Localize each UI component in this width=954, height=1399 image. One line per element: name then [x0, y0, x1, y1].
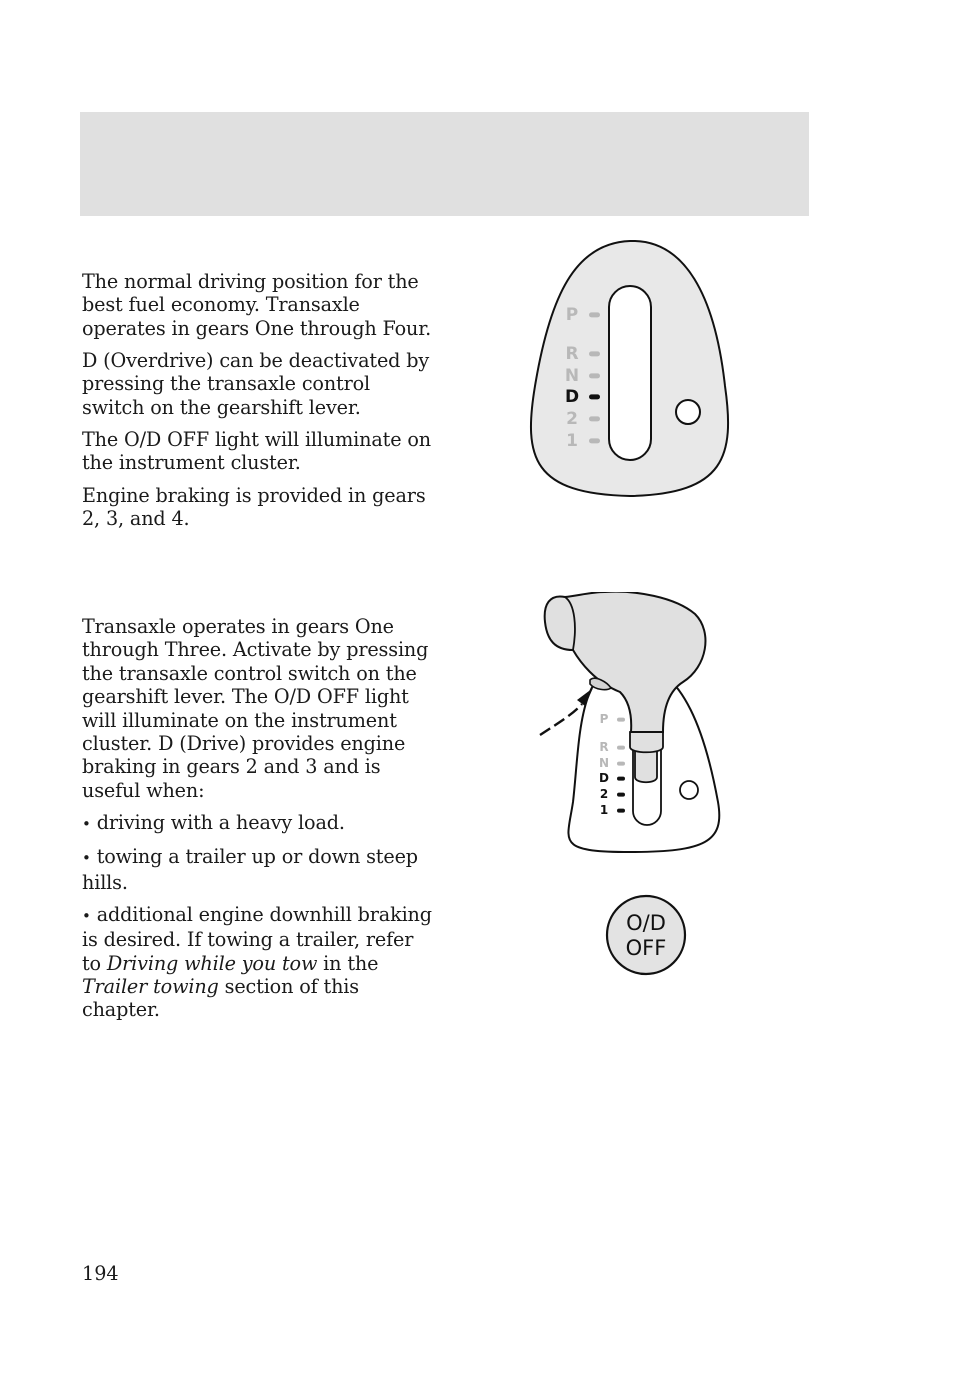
bullet-text-1: driving with a heavy load. — [96, 811, 345, 835]
fig2-gear-label-p: P — [599, 712, 609, 726]
fig1-gear-label-r: R — [565, 344, 579, 364]
italic-ref-trailer-towing: Trailer towing — [82, 975, 219, 999]
off-label: OFF — [625, 936, 667, 960]
bullet-text-3a: additional engine downhill braking is desired. If towing a trailer, refer to — [82, 902, 432, 975]
bullet-dot: • — [82, 815, 91, 834]
fig2-gear-tick-d — [617, 777, 625, 781]
fig1-gear-tick-d — [589, 394, 600, 399]
od-off-button — [607, 896, 685, 974]
bullet-item-2 — [82, 845, 437, 894]
fig2-gear-label-d: D — [599, 771, 609, 785]
section1-paragraph-3: The O/D OFF light will illuminate on the instrument cluster. — [82, 428, 431, 475]
gear-selector-plate-figure — [525, 236, 735, 502]
bullet-text-3c: section of this chapter. — [82, 975, 359, 1022]
section1-paragraph-2: D (Overdrive) can be deactivated by pressing the transaxle control switch on the gearshift lever. — [82, 349, 430, 419]
od-indicator-circle-small — [680, 781, 698, 799]
bullet-dot: • — [82, 849, 91, 868]
fig2-gear-label-2: 2 — [599, 787, 609, 801]
fig1-gear-tick-n — [589, 373, 600, 378]
fig2-gear-tick-2 — [617, 793, 625, 797]
fig1-gear-label-p: P — [565, 305, 579, 325]
fig2-gear-tick-1 — [617, 809, 625, 813]
fig1-gear-tick-1 — [589, 438, 600, 443]
arrow-shaft — [540, 704, 582, 735]
bullet-text-2: towing a trailer up or down steep hills. — [82, 845, 418, 894]
section1-paragraph-1: The normal driving position for the best fuel economy. Transaxle operates in gears One through Four. — [82, 270, 432, 340]
fig1-gear-label-1: 1 — [566, 431, 578, 451]
bullet-item-3 — [82, 903, 437, 1022]
bullet-dot: • — [82, 906, 91, 925]
page-number: 194 — [82, 1262, 119, 1285]
fig1-gear-tick-r — [589, 351, 600, 356]
fig2-gear-tick-p — [617, 718, 625, 722]
fig2-gear-tick-r — [617, 746, 625, 750]
section2-intro: Transaxle operates in gears One through Three. Activate by pressing the transaxle control switch on the gearshift lever. The O/D OFF light will illuminate on the instrument cluster. D (Drive) provides engine braking in gears 2 and 3 and is useful when: — [82, 615, 429, 802]
bullet-text-3b: in the — [317, 951, 379, 975]
fig1-gear-label-d: D — [564, 387, 580, 407]
section1-text — [82, 270, 437, 539]
fig1-gear-label-2: 2 — [566, 409, 578, 429]
fig2-gear-label-1: 1 — [599, 803, 609, 817]
od-off-button-figure — [604, 893, 688, 977]
gearshift-lever-figure — [535, 592, 725, 858]
fig1-gear-label-n: N — [564, 366, 580, 386]
fig2-gear-label-r: R — [599, 740, 609, 754]
italic-ref-driving-while-you-tow: Driving while you tow — [106, 951, 318, 975]
od-indicator-circle — [676, 400, 700, 424]
shift-slot — [609, 286, 651, 460]
fig1-gear-tick-2 — [589, 416, 600, 421]
bullet-item-1 — [82, 811, 437, 836]
header-band — [80, 112, 809, 216]
section1-paragraph-4: Engine braking is provided in gears 2, 3, and 4. — [82, 483, 426, 531]
lever-collar — [630, 732, 663, 752]
fig2-gear-label-n: N — [598, 756, 610, 770]
section2-text — [82, 615, 437, 1031]
fig1-gear-tick-p — [589, 312, 600, 317]
fig2-gear-tick-n — [617, 762, 625, 766]
od-label: O/D — [626, 911, 666, 935]
